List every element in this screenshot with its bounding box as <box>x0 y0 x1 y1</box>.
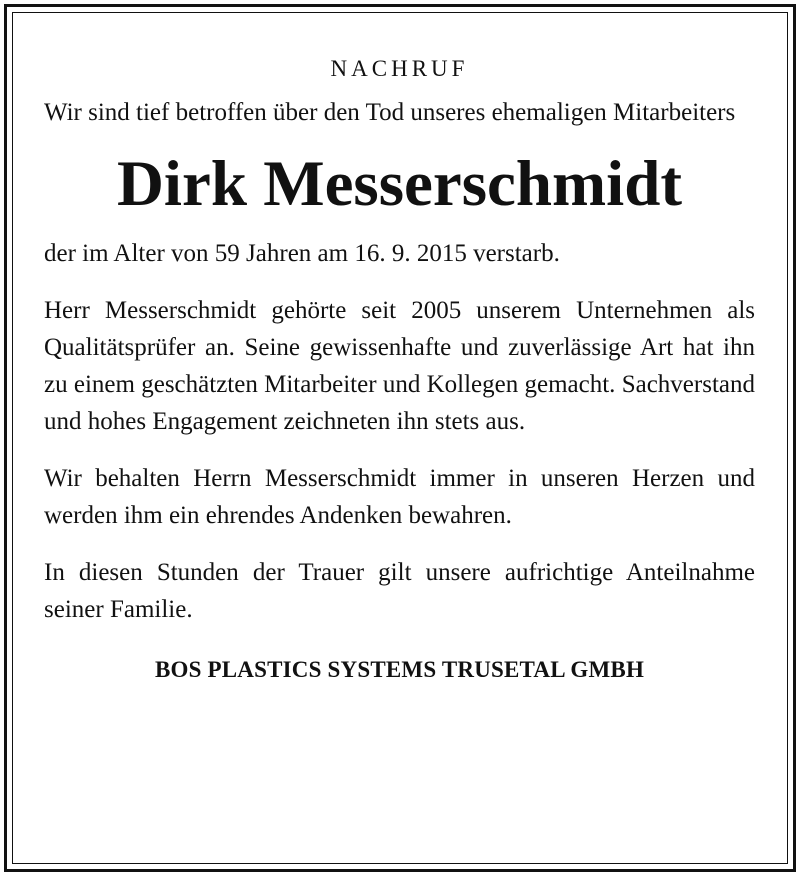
intro-text: Wir sind tief betroffen über den Tod unseres ehemaligen Mitarbeiters <box>44 99 736 126</box>
notice-heading: NACHRUF <box>330 56 469 81</box>
company-signature: BOS PLASTICS SYSTEMS TRUSETAL GMBH <box>154 657 645 682</box>
obituary-notice <box>44 52 755 686</box>
death-line: der im Alter von 59 Jahren am 16. 9. 2015 verstarb. <box>44 240 560 267</box>
memory-paragraph: Wir behalten Herrn Messerschmidt immer in unseren Herzen und werden ihm ein ehrendes Andenken bewahren. <box>44 465 755 529</box>
condolence-paragraph: In diesen Stunden der Trauer gilt unsere aufrichtige Anteilnahme seiner Familie. <box>44 559 755 623</box>
career-paragraph: Herr Messerschmidt gehörte seit 2005 unserem Unternehmen als Qualitätsprüfer an. Seine gewissenhafte und zuverlässige Art hat ihn zu einem geschätzten Mitarbeiter und Kollegen gemacht. Sachverstand und hohes Engagement zeichneten ihn stets aus. <box>44 297 755 435</box>
deceased-name: Dirk Messerschmidt <box>116 148 683 220</box>
